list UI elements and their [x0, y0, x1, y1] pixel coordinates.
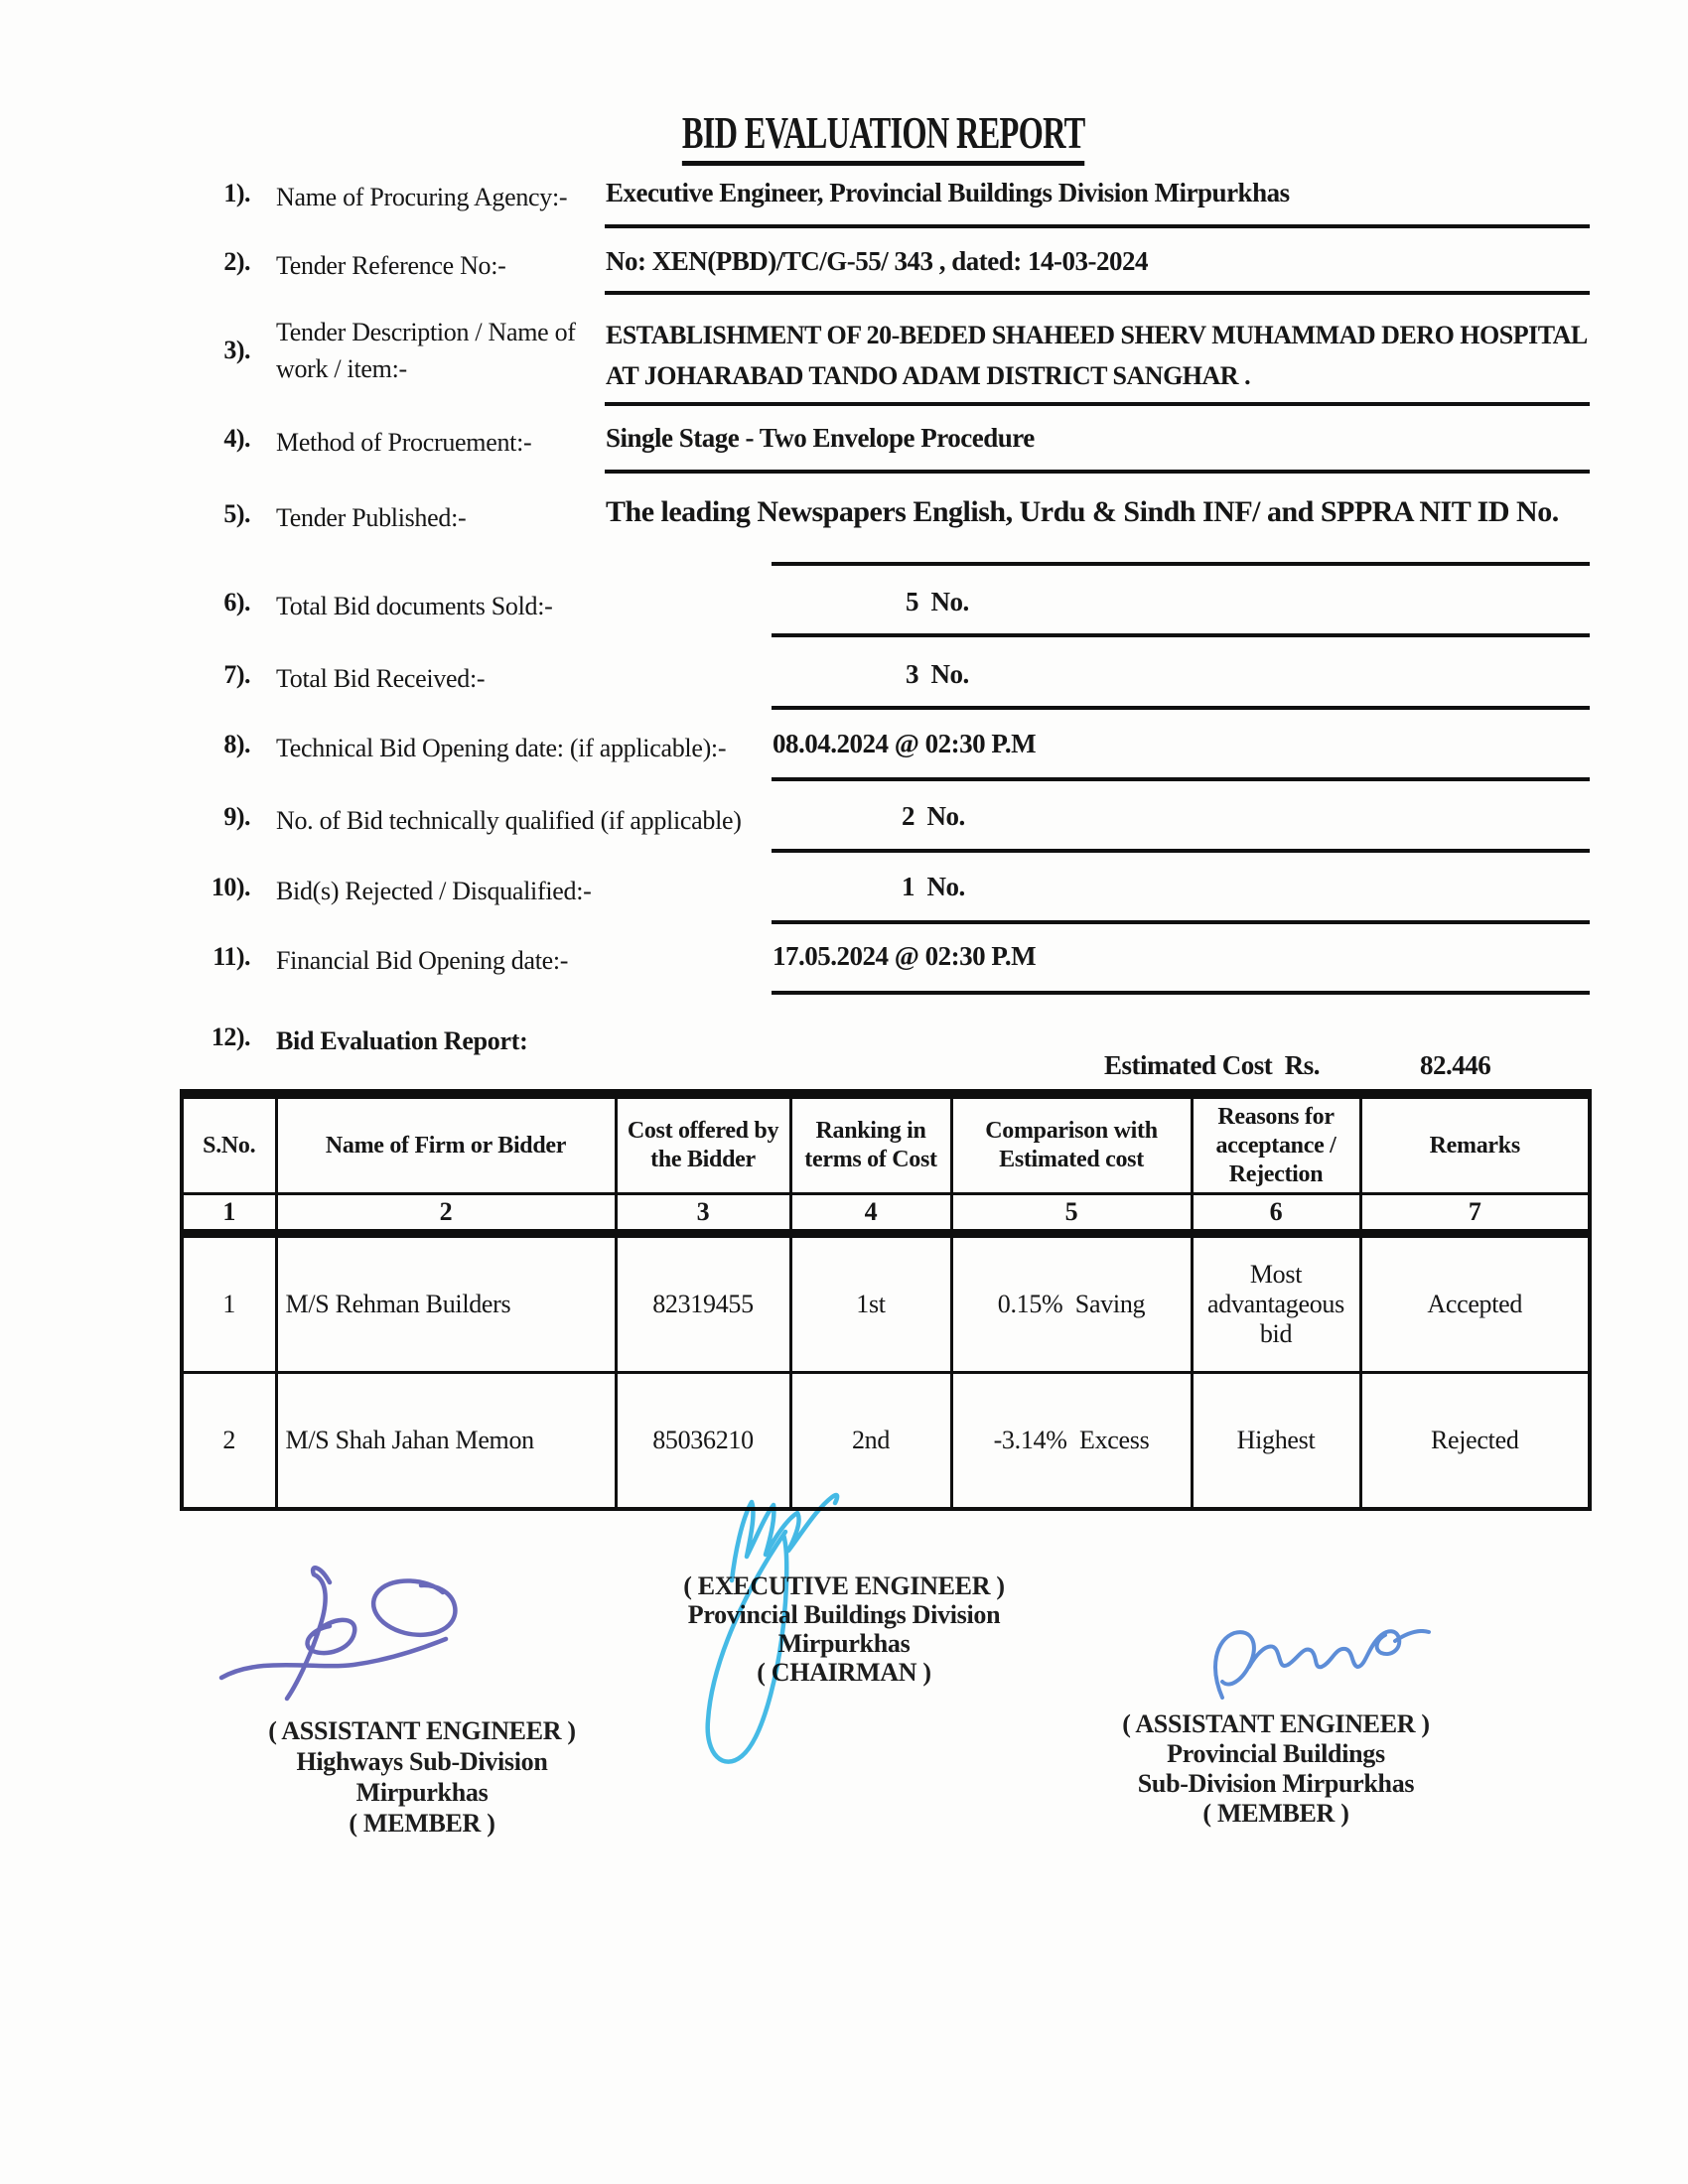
header-comparison: Comparison with Estimated cost [951, 1094, 1192, 1194]
row1-ranking: 1st [790, 1234, 951, 1373]
item-11-label: Financial Bid Opening date:- [276, 946, 569, 975]
item-7-label: Total Bid Received:- [276, 664, 486, 693]
item-10-rule [772, 920, 1590, 924]
page-title-text: BID EVALUATION REPORT [682, 107, 1085, 166]
item-6-label: Total Bid documents Sold:- [276, 592, 553, 620]
item-5-rule [772, 562, 1590, 566]
item-4-value: Single Stage - Two Envelope Procedure [606, 423, 1035, 453]
member-left-office-line1: Highways Sub-Division [296, 1747, 548, 1776]
header-sno: S.No. [182, 1094, 276, 1194]
chairman-office-line1: Provincial Buildings Division [687, 1600, 1001, 1629]
row2-firm-name: M/S Shah Jahan Memon [276, 1373, 616, 1510]
header-ranking: Ranking in terms of Cost [790, 1094, 951, 1194]
table-row [182, 1234, 1590, 1373]
member-right-office-line2: Sub-Division Mirpurkhas [1137, 1769, 1415, 1798]
item-8-number: 8). [223, 730, 250, 758]
item-3-value-line1: ESTABLISHMENT OF 20-BEDED SHAHEED SHERV MUHAMMAD DERO HOSPITAL [606, 321, 1588, 349]
item-7-value: 3 No. [906, 659, 969, 689]
colnum-6: 6 [1192, 1194, 1360, 1234]
colnum-2: 2 [276, 1194, 616, 1234]
row2-comparison: -3.14% Excess [951, 1373, 1192, 1510]
item-9-label: No. of Bid technically qualified (if applicable) [276, 806, 742, 835]
item-3-value-line2: AT JOHARABAD TANDO ADAM DISTRICT SANGHAR . [606, 361, 1251, 390]
item-3-rule [605, 402, 1590, 406]
colnum-3: 3 [616, 1194, 790, 1234]
signature-block-chairman [596, 1571, 1092, 1687]
item-6-number: 6). [223, 588, 250, 616]
item-9-value: 2 No. [902, 801, 965, 831]
item-2-label: Tender Reference No:- [276, 251, 506, 280]
row1-comparison: 0.15% Saving [951, 1234, 1192, 1373]
item-9-rule [772, 849, 1590, 853]
table-column-number-row [182, 1194, 1590, 1234]
row1-firm-name: M/S Rehman Builders [276, 1234, 616, 1373]
estimated-cost-label: Estimated Cost Rs. [1104, 1050, 1320, 1080]
item-3-label-line2: work / item:- [276, 354, 407, 383]
chairman-office-line2: Mirpurkhas [777, 1629, 911, 1658]
row1-remarks: Accepted [1360, 1234, 1590, 1373]
item-10-label: Bid(s) Rejected / Disqualified:- [276, 877, 592, 905]
row2-cost: 85036210 [616, 1373, 790, 1510]
table-header-row [182, 1094, 1590, 1194]
page-title [179, 107, 1589, 166]
member-left-title: ( ASSISTANT ENGINEER ) [268, 1716, 576, 1745]
row1-cost: 82319455 [616, 1234, 790, 1373]
item-8-rule [772, 777, 1590, 781]
table-row [182, 1373, 1590, 1510]
row2-sno: 2 [182, 1373, 276, 1510]
member-left-role: ( MEMBER ) [349, 1809, 495, 1838]
bid-evaluation-table [180, 1089, 1592, 1511]
colnum-5: 5 [951, 1194, 1192, 1234]
row2-remarks: Rejected [1360, 1373, 1590, 1510]
item-5-number: 5). [223, 499, 250, 528]
header-remarks: Remarks [1360, 1094, 1590, 1194]
member-right-role: ( MEMBER ) [1202, 1799, 1349, 1828]
item-8-value: 08.04.2024 @ 02:30 P.M [773, 729, 1037, 758]
colnum-7: 7 [1360, 1194, 1590, 1234]
estimated-cost-value: 82.446 [1420, 1050, 1491, 1080]
item-6-value: 5 No. [906, 587, 969, 616]
item-11-rule [772, 991, 1590, 995]
item-8-label: Technical Bid Opening date: (if applicable):- [276, 734, 727, 762]
member-left-office-line2: Mirpurkhas [355, 1778, 489, 1807]
item-1-rule [605, 224, 1590, 228]
item-3-number: 3). [223, 336, 250, 364]
row1-reason: Most advantageous bid [1192, 1234, 1360, 1373]
member-right-office-line1: Provincial Buildings [1167, 1739, 1385, 1768]
signature-block-member-left [199, 1715, 645, 1839]
item-3-label-line1: Tender Description / Name of [276, 318, 576, 346]
item-7-rule [772, 706, 1590, 710]
chairman-title: ( EXECUTIVE ENGINEER ) [683, 1571, 1005, 1600]
row1-sno: 1 [182, 1234, 276, 1373]
row2-ranking: 2nd [790, 1373, 951, 1510]
item-5-label: Tender Published:- [276, 503, 467, 532]
item-1-value: Executive Engineer, Provincial Buildings Division Mirpurkhas [606, 178, 1290, 207]
row2-reason: Highest [1192, 1373, 1360, 1510]
member-right-signature-ink [1215, 1631, 1429, 1698]
item-11-value: 17.05.2024 @ 02:30 P.M [773, 941, 1037, 971]
header-cost-offered: Cost offered by the Bidder [616, 1094, 790, 1194]
item-6-rule [772, 633, 1590, 637]
item-10-value: 1 No. [902, 872, 965, 901]
item-10-number: 10). [211, 873, 250, 901]
item-4-label: Method of Procruement:- [276, 428, 532, 457]
item-1-label: Name of Procuring Agency:- [276, 183, 568, 211]
colnum-1: 1 [182, 1194, 276, 1234]
item-5-value: The leading Newspapers English, Urdu & Sindh INF/ and SPPRA NIT ID No. [606, 495, 1559, 528]
member-left-signature-ink [221, 1568, 455, 1699]
chairman-role: ( CHAIRMAN ) [757, 1658, 931, 1687]
item-12-number: 12). [211, 1023, 250, 1051]
item-1-number: 1). [223, 179, 250, 207]
item-2-value: No: XEN(PBD)/TC/G-55/ 343 , dated: 14-03-2024 [606, 246, 1148, 276]
item-2-number: 2). [223, 247, 250, 276]
item-4-rule [605, 470, 1590, 474]
colnum-4: 4 [790, 1194, 951, 1234]
item-4-number: 4). [223, 424, 250, 453]
item-9-number: 9). [223, 802, 250, 831]
item-7-number: 7). [223, 660, 250, 689]
member-right-title: ( ASSISTANT ENGINEER ) [1122, 1709, 1430, 1738]
signature-block-member-right [1053, 1709, 1499, 1829]
header-firm-name: Name of Firm or Bidder [276, 1094, 616, 1194]
item-2-rule [605, 291, 1590, 295]
item-12-label: Bid Evaluation Report: [276, 1026, 528, 1055]
item-11-number: 11). [212, 942, 250, 971]
header-reasons: Reasons for acceptance / Rejection [1192, 1094, 1360, 1194]
